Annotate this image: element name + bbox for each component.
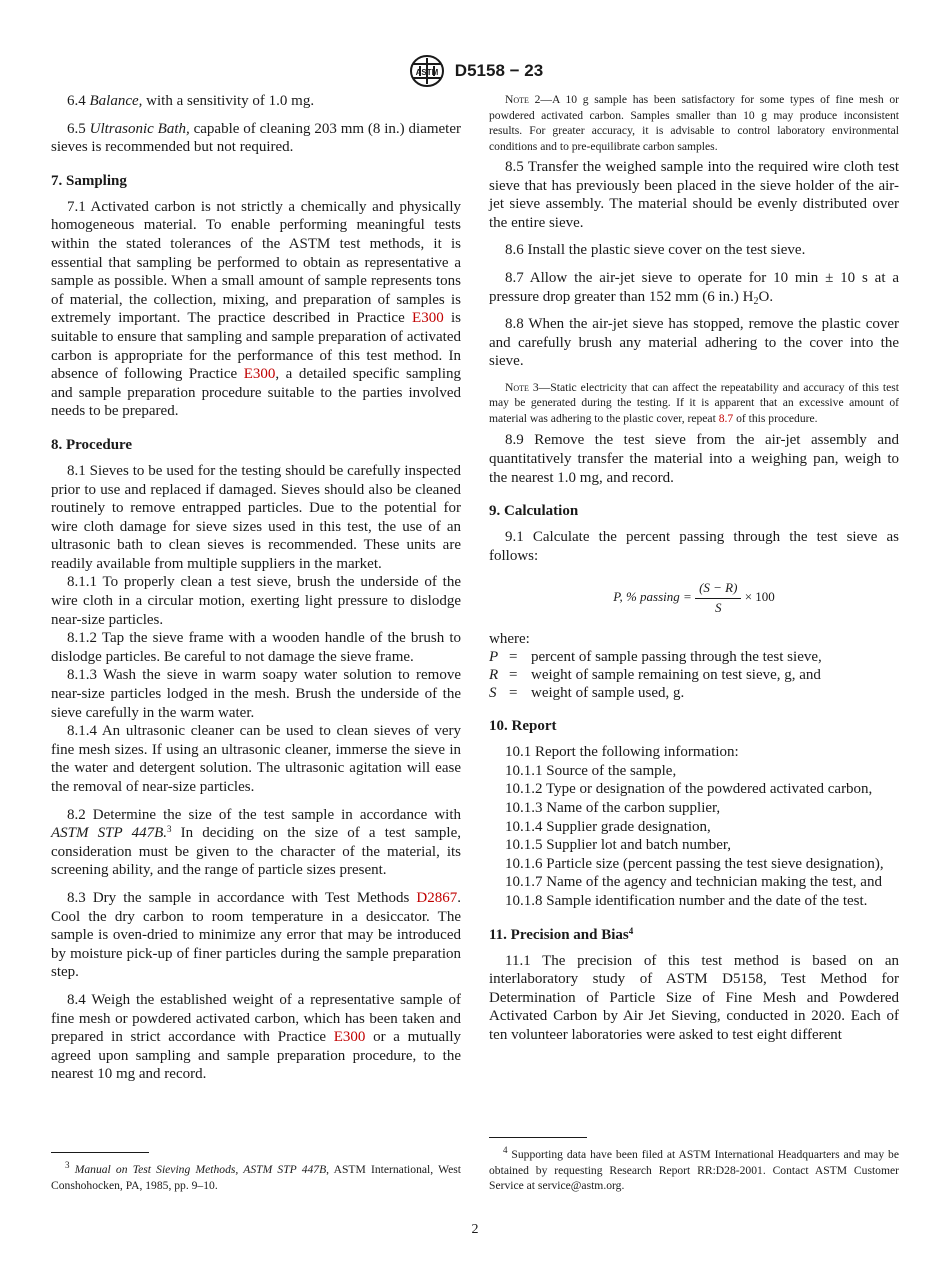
- astm-logo-icon: [407, 54, 447, 88]
- link-8-7[interactable]: 8.7: [718, 411, 734, 425]
- note-2: Note 2—A 10 g sample has been satisfactory for some types of fine mesh or powdered activated carbon. Samples smaller than 10 g may produce inconsistent results. For greater accuracy, it is advisable to control laboratory environmental conditions and to pre-equilibrate carbon samples.: [489, 93, 900, 153]
- definition-row: S = weight of sample used, g.: [489, 685, 685, 702]
- paragraph-8-5: 8.5 Transfer the weighed sample into the required wire cloth test sieve that has previously been placed in the sieve holder of the air-jet sieve assembly. The material should be evenly distributed over the entire sieve.: [489, 159, 899, 231]
- report-10-1-2: 10.1.2 Type or designation of the powdered activated carbon,: [505, 781, 873, 798]
- right-column: [489, 92, 899, 1045]
- where-label: where:: [489, 630, 530, 647]
- left-column: [51, 92, 461, 1084]
- report-10-1-3: 10.1.3 Name of the carbon supplier,: [505, 799, 721, 816]
- report-10-1-5: 10.1.5 Supplier lot and batch number,: [505, 837, 732, 854]
- paragraph-8-1-1: 8.1.1 To properly clean a test sieve, brush the underside of the wire cloth in a circular motion, exerting light pressure to dislodge near-size particles.: [51, 574, 461, 628]
- paragraph-8-1-4: 8.1.4 An ultrasonic cleaner can be used to clean sieves of very fine mesh sizes. If using an ultrasonic cleaner, immerse the sieve in the water and detergent solution. The ultrasonic agitation will ease the removal of near-size particles.: [51, 723, 461, 795]
- paragraph-8-1-2: 8.1.2 Tap the sieve frame with a wooden handle of the brush to dislodge particles. Be careful to not damage the sieve frame.: [51, 630, 461, 665]
- footnote-divider: [51, 1152, 149, 1153]
- definition-row: R = weight of sample remaining on test sieve, g, and: [489, 667, 821, 684]
- report-10-1-8: 10.1.8 Sample identification number and the date of the test.: [505, 892, 868, 909]
- link-e300[interactable]: E300: [412, 310, 444, 327]
- report-10-1-6: 10.1.6 Particle size (percent passing the test sieve designation),: [505, 855, 884, 872]
- paragraph-7-1: 7.1 Activated carbon is not strictly a chemically and physically homogeneous material. To enable performing meaningful tests within the stated tolerances of the ASTM test methods, it is essential that sampling be performed to obtain as representative a sample as possible. When a small amount of sample represents tons of material, the collection, mixing, and preparation of samples is extremely important. The practice described in Practice E300 is suitable to ensure that sampling and sample preparation of activated carbon is appropriate for the performance of this test method. In absence of following Practice E300, a detailed specific sampling and sample preparation procedure suitable to the parties involved needs to be prepared.: [51, 198, 461, 420]
- footnote-ref-3[interactable]: 3: [166, 824, 172, 835]
- footnote-4: $^4$ Supporting data have been filed at ASTM International Headquarters and may be obtained by requesting Research Report RR:D28-2001. Contact ASTM Customer Service at service@astm.org.: [489, 1145, 899, 1192]
- paragraph-8-3: 8.3 Dry the sample in accordance with Test Methods D2867. Cool the dry carbon to room temperature in a desiccator. The sample is oven-dried to minimize any error that may be introduced by moisture pick-up of finer particles during the sample preparation step.: [51, 889, 461, 981]
- link-e300[interactable]: E300: [333, 1029, 366, 1046]
- section-7-heading: 7. Sampling: [51, 172, 127, 189]
- report-10-1-4: 10.1.4 Supplier grade designation,: [505, 818, 711, 835]
- svg-text:ASTM: ASTM: [415, 68, 439, 77]
- footnote-divider: [489, 1137, 587, 1138]
- note-3: Note 3—Static electricity that can affect the repeatability and accuracy of this test may be generated during the testing. If it is apparent that an excessive amount of material was adhering to the plastic cover, repeat 8.7 of this procedure.: [489, 380, 899, 425]
- paragraph-8-2: 8.2 Determine the size of the test sample in accordance with ASTM STP 447B.$^3$ In deciding on the size of a test sample, consideration must be given to the character of the material, its screening ability, and the range of particle sizes present.: [51, 806, 461, 879]
- report-10-1-7: 10.1.7 Name of the agency and technician making the test, and: [505, 874, 882, 891]
- paragraph-11-1: 11.1 The precision of this test method is based on an interlaboratory study of ASTM D5158, Test Method for Determination of Particle Size of Fine Mesh and Powdered Activated Carbon by Air Jet Sieving, conducted in 2020. Each of ten volunteer laboratories were asked to test eight different: [489, 952, 899, 1043]
- paragraph-8-6: 8.6 Install the plastic sieve cover on the test sieve.: [505, 242, 806, 259]
- section-11-heading: 11. Precision and Bias$^4$: [489, 925, 634, 943]
- variable-definitions: [489, 648, 899, 702]
- definition-row: P = percent of sample passing through the test sieve,: [489, 649, 822, 666]
- paragraph-8-4: 8.4 Weigh the established weight of a representative sample of fine mesh or powdered activated carbon, which has been taken and prepared in strict accordance with Practice E300 or a mutually agreed upon sampling and sample preparation procedure, to the nearest 10 mg and record.: [51, 991, 461, 1083]
- footnote-ref-4[interactable]: 4: [628, 925, 634, 936]
- footnote-3: $^3$ Manual on Test Sieving Methods, ASTM STP 447B, ASTM International, West Conshohocken, PA, 1985, pp. 9–10.: [51, 1160, 461, 1192]
- paragraph-8-9: 8.9 Remove the test sieve from the air-jet assembly and quantitatively transfer the material into a weighing pan, weigh to the nearest 1.0 mg, and record.: [489, 432, 899, 486]
- section-10-heading: 10. Report: [489, 718, 557, 735]
- report-10-1: 10.1 Report the following information:: [505, 744, 739, 761]
- link-e300[interactable]: E300: [243, 366, 276, 383]
- paragraph-8-1: 8.1 Sieves to be used for the testing should be carefully inspected prior to use and replaced if damaged. Sieves should also be cleaned routinely to remove entrapped particles. Due to the potential for wire cloth damage for sieve sizes used in this test, the use of an ultrasonic bath to clean sieves is recommended. These units are readily available from multiple suppliers in the market.: [51, 462, 461, 572]
- report-10-1-1: 10.1.1 Source of the sample,: [505, 762, 677, 779]
- paragraph-8-1-3: 8.1.3 Wash the sieve in warm soapy water solution to remove near-size particles lodged in the mesh. Brush the underside of the sieve carefully in the warm water.: [51, 667, 461, 721]
- document-designation: D5158 − 23: [454, 61, 544, 80]
- paragraph-8-7: 8.7 Allow the air-jet sieve to operate for 10 min ± 10 s at a pressure drop greater than 152 mm (6 in.) $H_2O$.: [489, 269, 899, 307]
- paragraph-9-1: 9.1 Calculate the percent passing through the test sieve as follows:: [489, 529, 899, 564]
- paragraph-6-5: 6.5 Ultrasonic Bath, capable of cleaning 203 mm (8 in.) diameter sieves is recommended but not required.: [51, 120, 462, 156]
- equation-percent-passing: P, % passing = $\frac{(S - R)}{S}$ × 100: [613, 580, 775, 615]
- page-number: 2: [471, 1222, 479, 1237]
- paragraph-6-4: 6.4 Balance, with a sensitivity of 1.0 mg.: [67, 93, 315, 109]
- paragraph-8-8: 8.8 When the air-jet sieve has stopped, remove the plastic cover and carefully brush any material adhering to the cover into the sieve.: [489, 316, 899, 370]
- page-header: [0, 54, 950, 88]
- link-d2867[interactable]: D2867: [416, 889, 458, 906]
- section-8-heading: 8. Procedure: [51, 436, 133, 453]
- section-9-heading: 9. Calculation: [489, 503, 579, 520]
